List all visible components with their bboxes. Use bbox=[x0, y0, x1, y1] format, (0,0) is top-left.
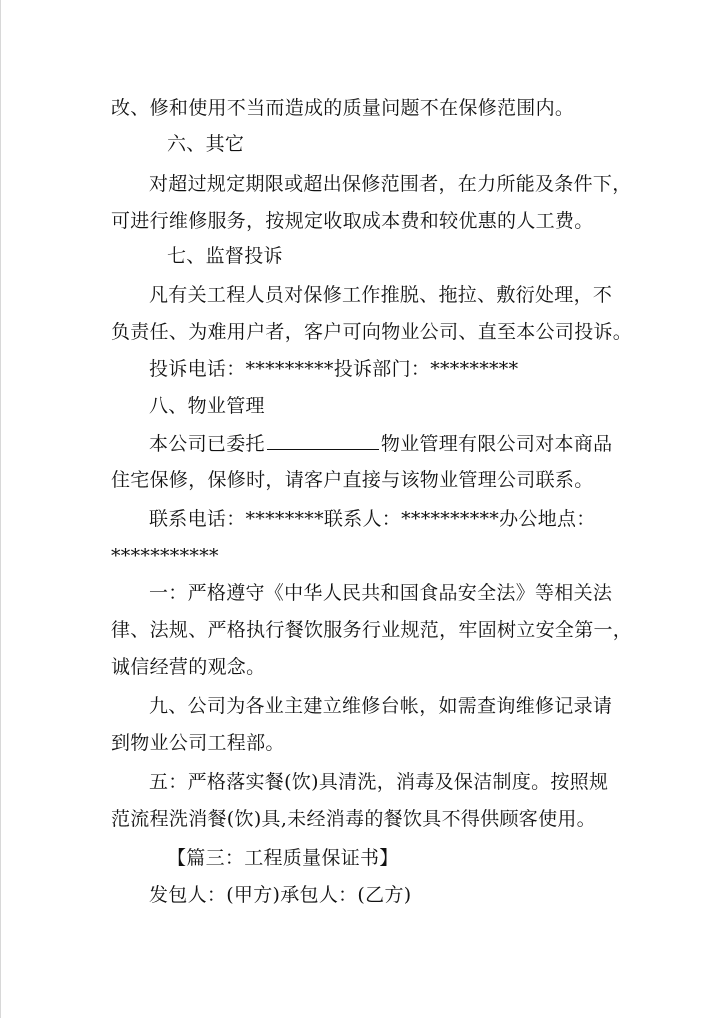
text-line bbox=[1, 731, 720, 755]
text-line bbox=[1, 320, 720, 344]
line-text: 九、公司为各业主建立维修台帐，如需查询维修记录请 bbox=[149, 695, 613, 717]
section-heading bbox=[1, 394, 720, 418]
line-text: 诚信经营的观念。 bbox=[111, 656, 266, 678]
text-line bbox=[1, 544, 720, 568]
line-text: 可进行维修服务，按规定收取成本费和较优惠的人工费。 bbox=[111, 210, 594, 232]
line-text: 物业管理有限公司对本商品 bbox=[380, 433, 613, 455]
title-text: 【篇三：工程质量保证书】 bbox=[167, 847, 399, 869]
text-line bbox=[1, 581, 720, 605]
text-line bbox=[1, 468, 720, 492]
heading-text: 八、物业管理 bbox=[149, 395, 265, 417]
text-line bbox=[1, 655, 720, 679]
text-line bbox=[1, 209, 720, 233]
text-line bbox=[1, 172, 720, 196]
text-line bbox=[1, 283, 720, 307]
text-line bbox=[1, 357, 720, 381]
line-text: 凡有关工程人员对保修工作推脱、拖拉、敷衍处理，不 bbox=[149, 284, 613, 306]
line-text: 改、修和使用不当而造成的质量问题不在保修范围内。 bbox=[111, 97, 575, 119]
line-text: 住宅保修，保修时，请客户直接与该物业管理公司联系。 bbox=[111, 469, 594, 491]
line-text: 联系电话：********联系人：**********办公地点： bbox=[149, 508, 596, 530]
heading-text: 七、监督投诉 bbox=[167, 245, 283, 267]
line-text: 发包人：(甲方)承包人：(乙方) bbox=[149, 884, 412, 906]
text-line bbox=[1, 96, 720, 120]
text-line bbox=[1, 883, 720, 907]
line-text: 负责任、为难用户者，客户可向物业公司、直至本公司投诉。 bbox=[111, 321, 633, 343]
line-text: 对超过规定期限或超出保修范围者，在力所能及条件下， bbox=[149, 173, 632, 195]
section-heading bbox=[1, 132, 720, 156]
line-text: 律、法规、严格执行餐饮服务行业规范，牢固树立安全第一， bbox=[111, 619, 633, 641]
text-line bbox=[1, 618, 720, 642]
line-text: 投诉电话：*********投诉部门：********* bbox=[149, 358, 519, 380]
text-line bbox=[1, 770, 720, 794]
section-title bbox=[1, 846, 720, 870]
line-text: 五：严格落实餐(饮)具清洗，消毒及保洁制度。按照规 bbox=[149, 771, 609, 793]
line-text: 本公司已委托 bbox=[149, 433, 265, 455]
heading-text: 六、其它 bbox=[167, 133, 245, 155]
line-text: 到物业公司工程部。 bbox=[111, 732, 285, 754]
line-text: 范流程洗消餐(饮)具,未经消毒的餐饮具不得供顾客使用。 bbox=[111, 808, 596, 830]
section-heading bbox=[1, 244, 720, 268]
text-line bbox=[1, 431, 720, 455]
text-line bbox=[1, 507, 720, 531]
line-text: 一：严格遵守《中华人民共和国食品安全法》等相关法 bbox=[149, 582, 613, 604]
fill-in-blank bbox=[267, 431, 379, 450]
line-text: *********** bbox=[111, 545, 219, 567]
text-line bbox=[1, 807, 720, 831]
text-line bbox=[1, 694, 720, 718]
